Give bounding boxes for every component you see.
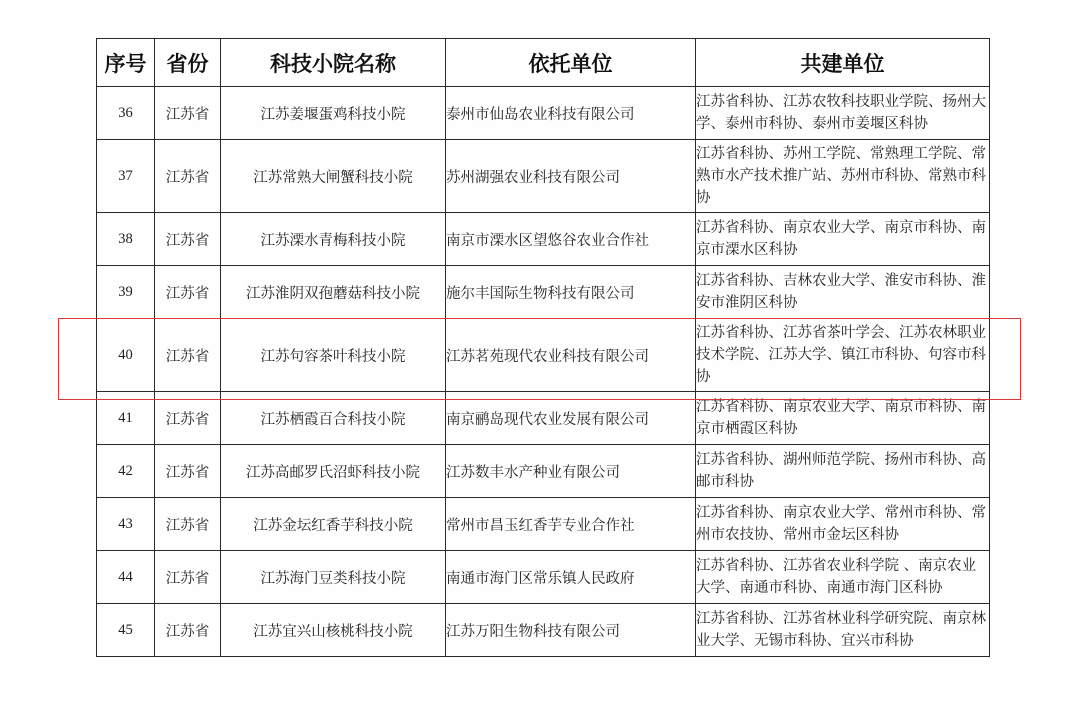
row-no: 41: [97, 392, 155, 445]
row-province: 江苏省: [155, 551, 221, 604]
table-row: [97, 551, 990, 604]
table-row: [97, 445, 990, 498]
row-province: 江苏省: [155, 213, 221, 266]
row-province: 江苏省: [155, 87, 221, 140]
table-row: [97, 392, 990, 445]
row-province: 江苏省: [155, 498, 221, 551]
table-row: [97, 604, 990, 657]
row-org: 施尔丰国际生物科技有限公司: [446, 266, 696, 319]
row-province: 江苏省: [155, 392, 221, 445]
row-province: 江苏省: [155, 604, 221, 657]
table-row: [97, 140, 990, 213]
row-name: 江苏宜兴山核桃科技小院: [221, 604, 446, 657]
row-name: 江苏淮阴双孢蘑菇科技小院: [221, 266, 446, 319]
row-province: 江苏省: [155, 445, 221, 498]
row-no: 38: [97, 213, 155, 266]
row-co: 江苏省科协、南京农业大学、南京市科协、南京市栖霞区科协: [696, 392, 990, 445]
row-org: 泰州市仙岛农业科技有限公司: [446, 87, 696, 140]
science-courtyard-table: [96, 38, 990, 657]
row-org: 江苏茗苑现代农业科技有限公司: [446, 319, 696, 392]
row-name: 江苏金坛红香芋科技小院: [221, 498, 446, 551]
header-province: 省份: [155, 39, 221, 87]
table-row: [97, 87, 990, 140]
table-row: [97, 498, 990, 551]
row-name: 江苏常熟大闸蟹科技小院: [221, 140, 446, 213]
row-co: 江苏省科协、江苏省林业科学研究院、南京林业大学、无锡市科协、宜兴市科协: [696, 604, 990, 657]
row-org: 南通市海门区常乐镇人民政府: [446, 551, 696, 604]
table-row: [97, 266, 990, 319]
row-province: 江苏省: [155, 319, 221, 392]
row-no: 36: [97, 87, 155, 140]
row-name: 江苏姜堰蛋鸡科技小院: [221, 87, 446, 140]
row-province: 江苏省: [155, 140, 221, 213]
row-name: 江苏溧水青梅科技小院: [221, 213, 446, 266]
table-row-highlighted: [97, 319, 990, 392]
row-name: 江苏高邮罗氏沼虾科技小院: [221, 445, 446, 498]
row-name: 江苏句容茶叶科技小院: [221, 319, 446, 392]
row-org: 常州市昌玉红香芋专业合作社: [446, 498, 696, 551]
row-org: 南京市溧水区望悠谷农业合作社: [446, 213, 696, 266]
row-co: 江苏省科协、南京农业大学、南京市科协、南京市溧水区科协: [696, 213, 990, 266]
row-co: 江苏省科协、苏州工学院、常熟理工学院、常熟市水产技术推广站、苏州市科协、常熟市科协: [696, 140, 990, 213]
header-co: 共建单位: [696, 39, 990, 87]
row-org: 江苏数丰水产种业有限公司: [446, 445, 696, 498]
row-org: 苏州湖强农业科技有限公司: [446, 140, 696, 213]
row-co: 江苏省科协、江苏农牧科技职业学院、扬州大学、泰州市科协、泰州市姜堰区科协: [696, 87, 990, 140]
header-no: 序号: [97, 39, 155, 87]
row-no: 40: [97, 319, 155, 392]
header-org: 依托单位: [446, 39, 696, 87]
row-org: 江苏万阳生物科技有限公司: [446, 604, 696, 657]
table-header-row: [97, 39, 990, 87]
table-row: [97, 213, 990, 266]
row-co: 江苏省科协、南京农业大学、常州市科协、常州市农技协、常州市金坛区科协: [696, 498, 990, 551]
row-org: 南京鹂岛现代农业发展有限公司: [446, 392, 696, 445]
row-name: 江苏海门豆类科技小院: [221, 551, 446, 604]
row-name: 江苏栖霞百合科技小院: [221, 392, 446, 445]
header-name: 科技小院名称: [221, 39, 446, 87]
row-province: 江苏省: [155, 266, 221, 319]
row-no: 44: [97, 551, 155, 604]
row-no: 45: [97, 604, 155, 657]
row-no: 37: [97, 140, 155, 213]
row-no: 42: [97, 445, 155, 498]
row-no: 39: [97, 266, 155, 319]
row-no: 43: [97, 498, 155, 551]
row-co: 江苏省科协、江苏省农业科学院 、南京农业大学、南通市科协、南通市海门区科协: [696, 551, 990, 604]
row-co: 江苏省科协、吉林农业大学、淮安市科协、淮安市淮阴区科协: [696, 266, 990, 319]
row-co: 江苏省科协、江苏省茶叶学会、江苏农林职业技术学院、江苏大学、镇江市科协、句容市科协: [696, 319, 990, 392]
row-co: 江苏省科协、湖州师范学院、扬州市科协、高邮市科协: [696, 445, 990, 498]
